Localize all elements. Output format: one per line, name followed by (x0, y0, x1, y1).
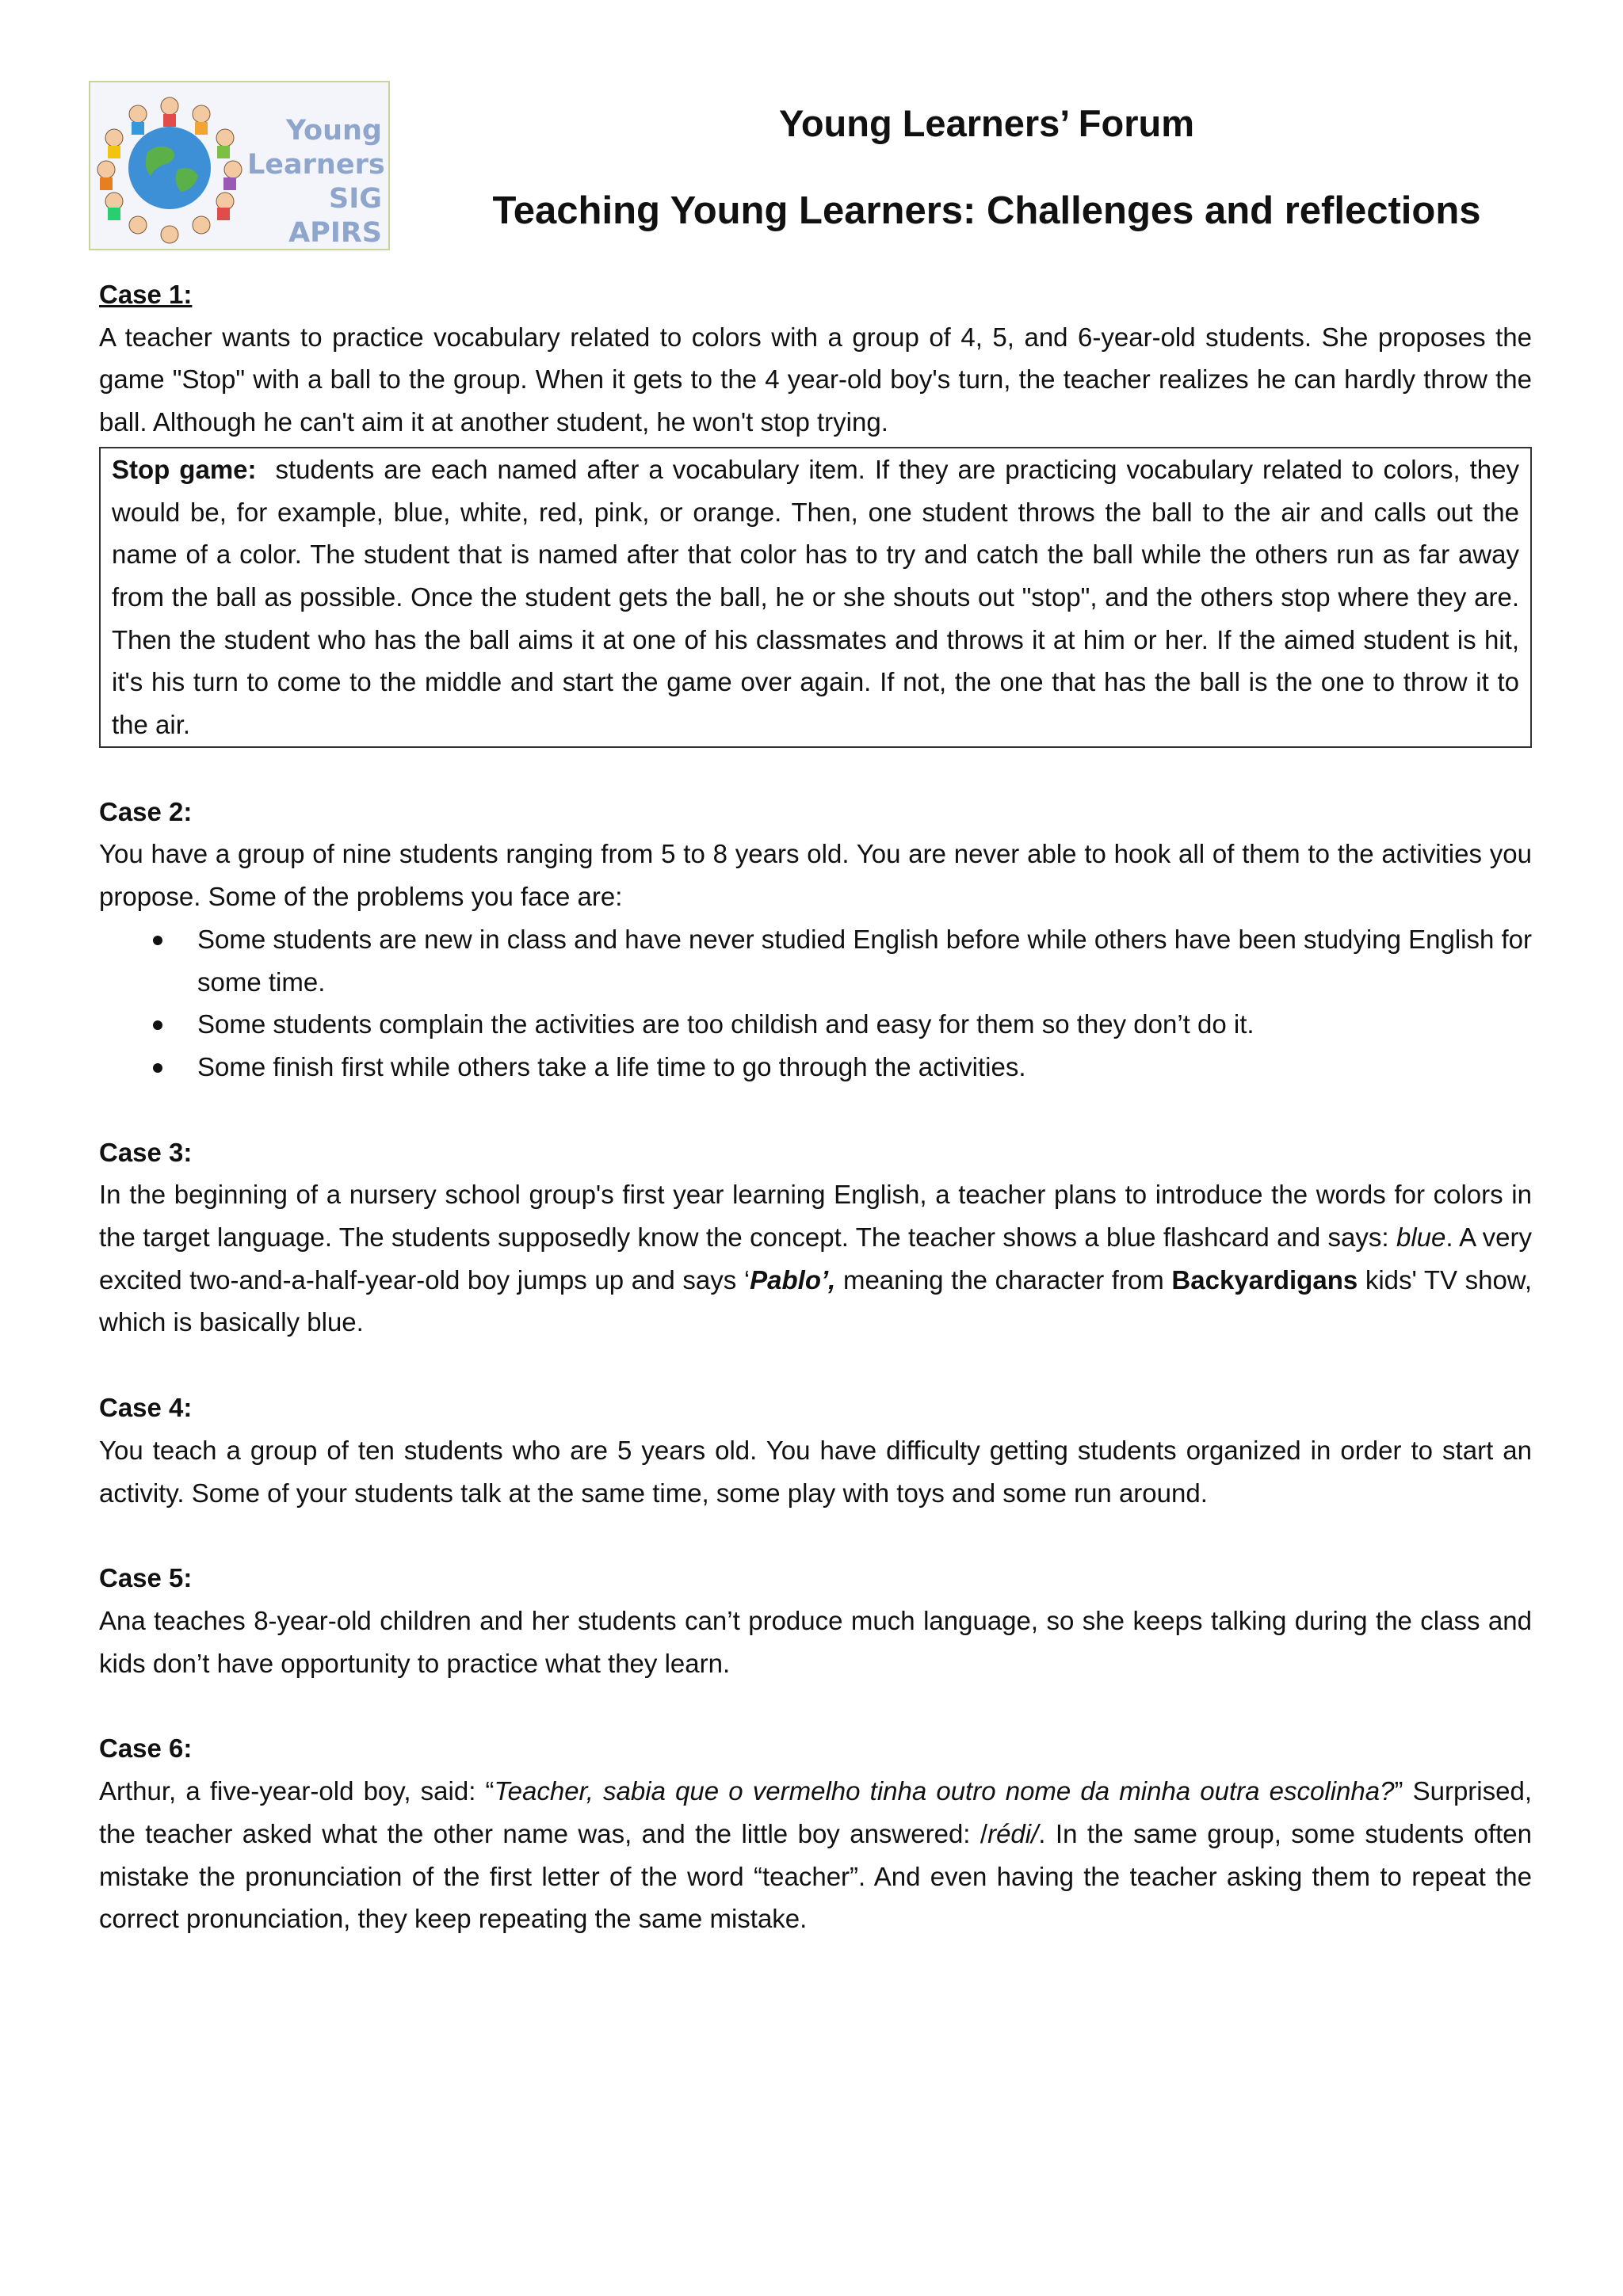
case-5-heading: Case 5: (99, 1563, 193, 1593)
case-3-text-c: meaning the character from (835, 1264, 1172, 1295)
case-6-heading: Case 6: (99, 1733, 193, 1764)
case-3-text (99, 1173, 1532, 1344)
document-body (99, 273, 1532, 1940)
case-5-text: Ana teaches 8-year-old children and her students can’t produce much language, so she keeps talking during the class and kids don’t have opportunity to practice what they learn. (99, 1605, 1532, 1678)
case-6-text-b: ” Surprised, the teacher asked what the other name was, and the little boy answered: / (99, 1776, 1532, 1848)
stop-game-description: students are each named after a vocabulary item. If they are practicing vocabulary related to colors, they would be, for example, blue, white, red, pink, or orange. Then, one student throws the ball to the air and calls out the name of a color. The student that is named after that color has to try and catch the ball while the others run as far away from the ball as possible. Once the student gets the ball, he or she shouts out "stop", and the others stop where they are. Then the student who has the ball aims it at one of his classmates and throws it at him or her. If the aimed student is hit, it's his turn to come to the middle and start the game over again. If not, the one that has the ball is the one to throw it to the air. (112, 454, 1520, 740)
case-4-heading: Case 4: (99, 1393, 193, 1423)
case-3-text-a: In the beginning of a nursery school group's first year learning English, a teacher plans to introduce the words for colors in the target language. The students supposedly know the concept. The teacher shows a blue flashcard and says: (99, 1180, 1532, 1253)
list-item: Some finish first while others take a life time to go through the activities. (197, 1046, 1532, 1089)
case-6-quote: Teacher, sabia que o vermelho tinha outro nome da minha outra escolinha? (494, 1776, 1395, 1806)
case-3-pablo-word: Pablo’, (750, 1264, 836, 1295)
case-1-text: A teacher wants to practice vocabulary related to colors with a group of 4, 5, and 6-year-old students. She proposes the game "Stop" with a ball to the group. When it gets to the 4 year-old boy's turn, the teacher realizes he can hardly throw the ball. Although he can't aim it at another student, he won't stop trying. (99, 322, 1532, 437)
stop-game-box (99, 447, 1532, 748)
page-subtitle: Teaching Young Learners: Challenges and reflections (492, 189, 1481, 232)
page-title: Young Learners’ Forum (778, 102, 1195, 144)
case-2-heading: Case 2: (99, 796, 193, 826)
list-item: Some students are new in class and have never studied English before while others have been studying English for some time. (197, 918, 1532, 1003)
young-learners-sig-logo (89, 81, 390, 250)
case-6-text-a: Arthur, a five-year-old boy, said: “ (99, 1776, 495, 1806)
case-2-problem-list (99, 918, 1532, 1089)
case-3-show-name: Backyardigans (1171, 1264, 1358, 1295)
case-3-blue-word: blue (1396, 1222, 1446, 1253)
children-around-globe-icon (90, 82, 257, 250)
case-6-redi-word: rédi/ (987, 1818, 1039, 1848)
list-item: Some students complain the activities are too childish and easy for them so they don’t do it. (197, 1003, 1532, 1046)
case-3-text-b: . A very excited two-and-a-half-year-old boy jumps up and says ‘ (99, 1222, 1533, 1295)
case-1-heading: Case 1: (99, 280, 193, 309)
case-3-text-d: kids' TV show, which is basically blue. (99, 1264, 1532, 1337)
logo-line: Learners (247, 149, 385, 181)
case-6-text (99, 1770, 1532, 1940)
logo-line: APIRS (288, 217, 382, 249)
case-6-text-c: . In the same group, some students often mistake the pronunciation of the first letter of the word “teacher”. And even having the teacher asking them to repeat the correct pronunciation, they keep repeating the same mistake. (99, 1818, 1533, 1934)
case-2-text: You have a group of nine students ranging from 5 to 8 years old. You are never able to hook all of them to the activities you propose. Some of the problems you face are: (99, 839, 1532, 912)
case-3-heading: Case 3: (99, 1137, 193, 1167)
logo-line: Young (285, 115, 382, 147)
case-4-text: You teach a group of ten students who are 5 years old. You have difficulty getting students organized in order to start an activity. Some of your students talk at the same time, some play with toys and some run around. (99, 1435, 1532, 1508)
logo-text (247, 114, 385, 250)
logo-line: SIG (329, 183, 382, 215)
stop-game-label: Stop game: (112, 454, 257, 484)
